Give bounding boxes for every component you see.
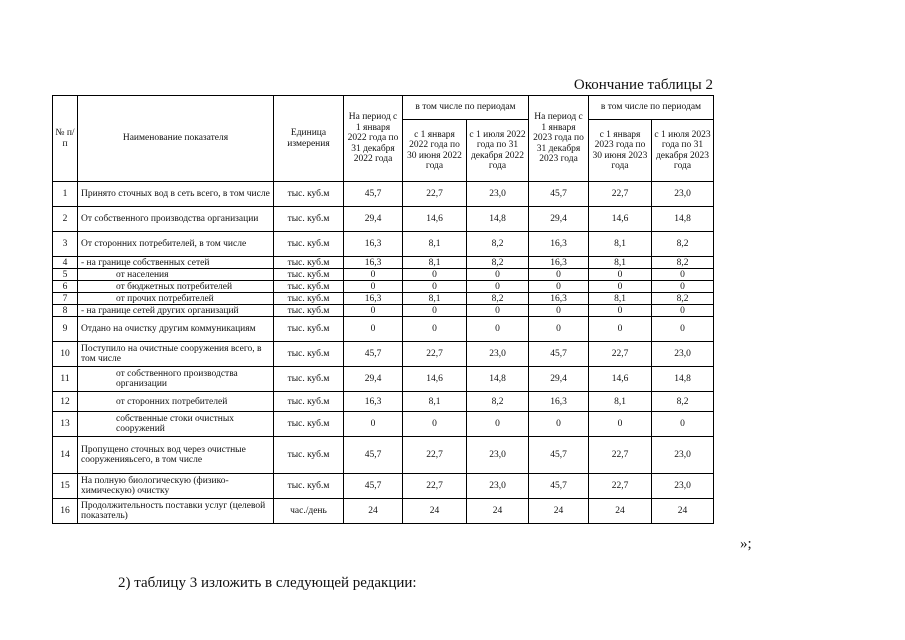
table-row (53, 257, 714, 269)
value-cell: 8,1 (403, 293, 467, 305)
value-cell: 23,0 (467, 474, 529, 499)
value-cell: 16,3 (529, 257, 589, 269)
value-cell: 0 (589, 412, 652, 437)
row-number: 3 (53, 232, 78, 257)
value-cell: 22,7 (589, 182, 652, 207)
indicator-name: Поступило на очистные сооружения всего, в том числе (78, 342, 274, 367)
value-cell: 23,0 (467, 342, 529, 367)
row-number: 1 (53, 182, 78, 207)
value-cell: 16,3 (529, 232, 589, 257)
unit-cell: тыс. куб.м (274, 257, 344, 269)
table-row (53, 367, 714, 392)
indicator-name: Продолжительность поставки услуг (целевой показатель) (78, 499, 274, 524)
indicator-name: Пропущено сточных вод через очистные сооруженияьсего, в том числе (78, 437, 274, 474)
value-cell: 0 (589, 281, 652, 293)
value-cell: 23,0 (467, 437, 529, 474)
unit-cell: тыс. куб.м (274, 392, 344, 412)
value-cell: 0 (344, 269, 403, 281)
value-cell: 24 (589, 499, 652, 524)
table-row (53, 342, 714, 367)
header-2023-h2: с 1 июля 2023 года по 31 декабря 2023 года (652, 120, 714, 182)
value-cell: 8,2 (467, 293, 529, 305)
indicator-name: собственные стоки очистных сооружений (78, 412, 274, 437)
table-row (53, 232, 714, 257)
table-row (53, 392, 714, 412)
value-cell: 8,1 (589, 232, 652, 257)
table-row (53, 474, 714, 499)
value-cell: 23,0 (652, 182, 714, 207)
table-row (53, 269, 714, 281)
value-cell: 0 (344, 317, 403, 342)
row-number: 8 (53, 305, 78, 317)
header-2023-h1: с 1 января 2023 года по 30 июня 2023 года (589, 120, 652, 182)
value-cell: 0 (467, 305, 529, 317)
value-cell: 14,8 (652, 207, 714, 232)
value-cell: 23,0 (652, 437, 714, 474)
unit-cell: тыс. куб.м (274, 232, 344, 257)
row-number: 15 (53, 474, 78, 499)
value-cell: 8,2 (652, 257, 714, 269)
value-cell: 0 (403, 412, 467, 437)
value-cell: 24 (467, 499, 529, 524)
unit-cell: тыс. куб.м (274, 305, 344, 317)
value-cell: 16,3 (529, 293, 589, 305)
value-cell: 8,2 (652, 392, 714, 412)
row-number: 5 (53, 269, 78, 281)
value-cell: 16,3 (344, 293, 403, 305)
value-cell: 0 (403, 317, 467, 342)
value-cell: 0 (344, 412, 403, 437)
row-number: 4 (53, 257, 78, 269)
value-cell: 0 (344, 305, 403, 317)
value-cell: 22,7 (589, 342, 652, 367)
value-cell: 8,1 (403, 392, 467, 412)
header-period-2022: На период с 1 января 2022 года по 31 декабря 2022 года (344, 96, 403, 182)
unit-cell: тыс. куб.м (274, 207, 344, 232)
value-cell: 24 (344, 499, 403, 524)
table-row (53, 182, 714, 207)
table-row (53, 412, 714, 437)
indicator-name: от собственного производства организации (78, 367, 274, 392)
value-cell: 0 (403, 305, 467, 317)
header-name: Наименование показателя (78, 96, 274, 182)
value-cell: 16,3 (344, 257, 403, 269)
value-cell: 29,4 (344, 367, 403, 392)
value-cell: 14,6 (403, 367, 467, 392)
indicator-name: От сторонних потребителей, в том числе (78, 232, 274, 257)
value-cell: 8,2 (467, 232, 529, 257)
value-cell: 22,7 (403, 182, 467, 207)
unit-cell: тыс. куб.м (274, 269, 344, 281)
value-cell: 0 (652, 269, 714, 281)
value-cell: 0 (589, 269, 652, 281)
value-cell: 0 (652, 317, 714, 342)
value-cell: 0 (529, 412, 589, 437)
value-cell: 0 (652, 412, 714, 437)
value-cell: 0 (403, 269, 467, 281)
indicator-name: Принято сточных вод в сеть всего, в том числе (78, 182, 274, 207)
value-cell: 22,7 (403, 474, 467, 499)
indicator-name: На полную биологическую (физико-химическую) очистку (78, 474, 274, 499)
value-cell: 0 (529, 317, 589, 342)
value-cell: 0 (467, 269, 529, 281)
value-cell: 16,3 (344, 232, 403, 257)
table-row (53, 281, 714, 293)
table-row (53, 293, 714, 305)
value-cell: 24 (652, 499, 714, 524)
unit-cell: тыс. куб.м (274, 437, 344, 474)
row-number: 16 (53, 499, 78, 524)
unit-cell: тыс. куб.м (274, 412, 344, 437)
value-cell: 23,0 (652, 474, 714, 499)
table-caption: Окончание таблицы 2 (573, 77, 713, 93)
value-cell: 22,7 (589, 474, 652, 499)
indicator-name: от бюджетных потребителей (78, 281, 274, 293)
indicator-name: от населения (78, 269, 274, 281)
value-cell: 8,1 (589, 392, 652, 412)
header-2022-h2: с 1 июля 2022 года по 31 декабря 2022 года (467, 120, 529, 182)
value-cell: 0 (652, 281, 714, 293)
value-cell: 29,4 (344, 207, 403, 232)
row-number: 14 (53, 437, 78, 474)
table-row (53, 305, 714, 317)
value-cell: 8,2 (467, 257, 529, 269)
value-cell: 8,1 (403, 257, 467, 269)
value-cell: 14,6 (589, 207, 652, 232)
value-cell: 0 (467, 281, 529, 293)
row-number: 2 (53, 207, 78, 232)
value-cell: 14,8 (652, 367, 714, 392)
unit-cell: тыс. куб.м (274, 293, 344, 305)
unit-cell: тыс. куб.м (274, 182, 344, 207)
value-cell: 0 (589, 317, 652, 342)
value-cell: 45,7 (529, 182, 589, 207)
row-number: 11 (53, 367, 78, 392)
value-cell: 16,3 (529, 392, 589, 412)
value-cell: 45,7 (529, 474, 589, 499)
value-cell: 8,1 (589, 257, 652, 269)
value-cell: 45,7 (529, 437, 589, 474)
unit-cell: тыс. куб.м (274, 281, 344, 293)
value-cell: 22,7 (403, 437, 467, 474)
indicators-table (52, 95, 714, 524)
table-row (53, 317, 714, 342)
header-incl-2023: в том числе по периодам (589, 96, 714, 120)
row-number: 12 (53, 392, 78, 412)
value-cell: 0 (344, 281, 403, 293)
value-cell: 8,2 (652, 232, 714, 257)
unit-cell: тыс. куб.м (274, 317, 344, 342)
value-cell: 24 (403, 499, 467, 524)
value-cell: 0 (589, 305, 652, 317)
header-2022-h1: с 1 января 2022 года по 30 июня 2022 года (403, 120, 467, 182)
table-row (53, 207, 714, 232)
indicator-name: от прочих потребителей (78, 293, 274, 305)
unit-cell: тыс. куб.м (274, 474, 344, 499)
row-number: 9 (53, 317, 78, 342)
value-cell: 45,7 (344, 474, 403, 499)
value-cell: 16,3 (344, 392, 403, 412)
unit-cell: час./день (274, 499, 344, 524)
table-row (53, 499, 714, 524)
value-cell: 0 (529, 305, 589, 317)
value-cell: 14,6 (589, 367, 652, 392)
row-number: 10 (53, 342, 78, 367)
value-cell: 8,2 (652, 293, 714, 305)
value-cell: 23,0 (467, 182, 529, 207)
value-cell: 22,7 (589, 437, 652, 474)
table-body (53, 182, 714, 524)
value-cell: 8,1 (403, 232, 467, 257)
value-cell: 0 (403, 281, 467, 293)
row-number: 7 (53, 293, 78, 305)
value-cell: 0 (529, 269, 589, 281)
value-cell: 45,7 (344, 182, 403, 207)
indicator-name: От собственного производства организации (78, 207, 274, 232)
value-cell: 14,8 (467, 207, 529, 232)
value-cell: 0 (652, 305, 714, 317)
row-number: 13 (53, 412, 78, 437)
header-unit: Единица измерения (274, 96, 344, 182)
unit-cell: тыс. куб.м (274, 342, 344, 367)
value-cell: 45,7 (344, 342, 403, 367)
value-cell: 45,7 (344, 437, 403, 474)
indicator-name: - на границе сетей других организаций (78, 305, 274, 317)
value-cell: 0 (467, 412, 529, 437)
value-cell: 8,1 (589, 293, 652, 305)
header-period-2023: На период с 1 января 2023 года по 31 декабря 2023 года (529, 96, 589, 182)
value-cell: 24 (529, 499, 589, 524)
unit-cell: тыс. куб.м (274, 367, 344, 392)
value-cell: 0 (529, 281, 589, 293)
value-cell: 0 (467, 317, 529, 342)
table-row (53, 437, 714, 474)
indicator-name: от сторонних потребителей (78, 392, 274, 412)
indicator-name: - на границе собственных сетей (78, 257, 274, 269)
header-num: № п/п (53, 96, 78, 182)
value-cell: 14,8 (467, 367, 529, 392)
row-number: 6 (53, 281, 78, 293)
value-cell: 14,6 (403, 207, 467, 232)
value-cell: 23,0 (652, 342, 714, 367)
indicator-name: Отдано на очистку другим коммуникациям (78, 317, 274, 342)
header-incl-2022: в том числе по периодам (403, 96, 529, 120)
value-cell: 8,2 (467, 392, 529, 412)
value-cell: 29,4 (529, 367, 589, 392)
value-cell: 22,7 (403, 342, 467, 367)
instruction-text: 2) таблицу 3 изложить в следующей редакции: (118, 575, 417, 591)
value-cell: 45,7 (529, 342, 589, 367)
closing-quote: »; (740, 536, 752, 552)
value-cell: 29,4 (529, 207, 589, 232)
